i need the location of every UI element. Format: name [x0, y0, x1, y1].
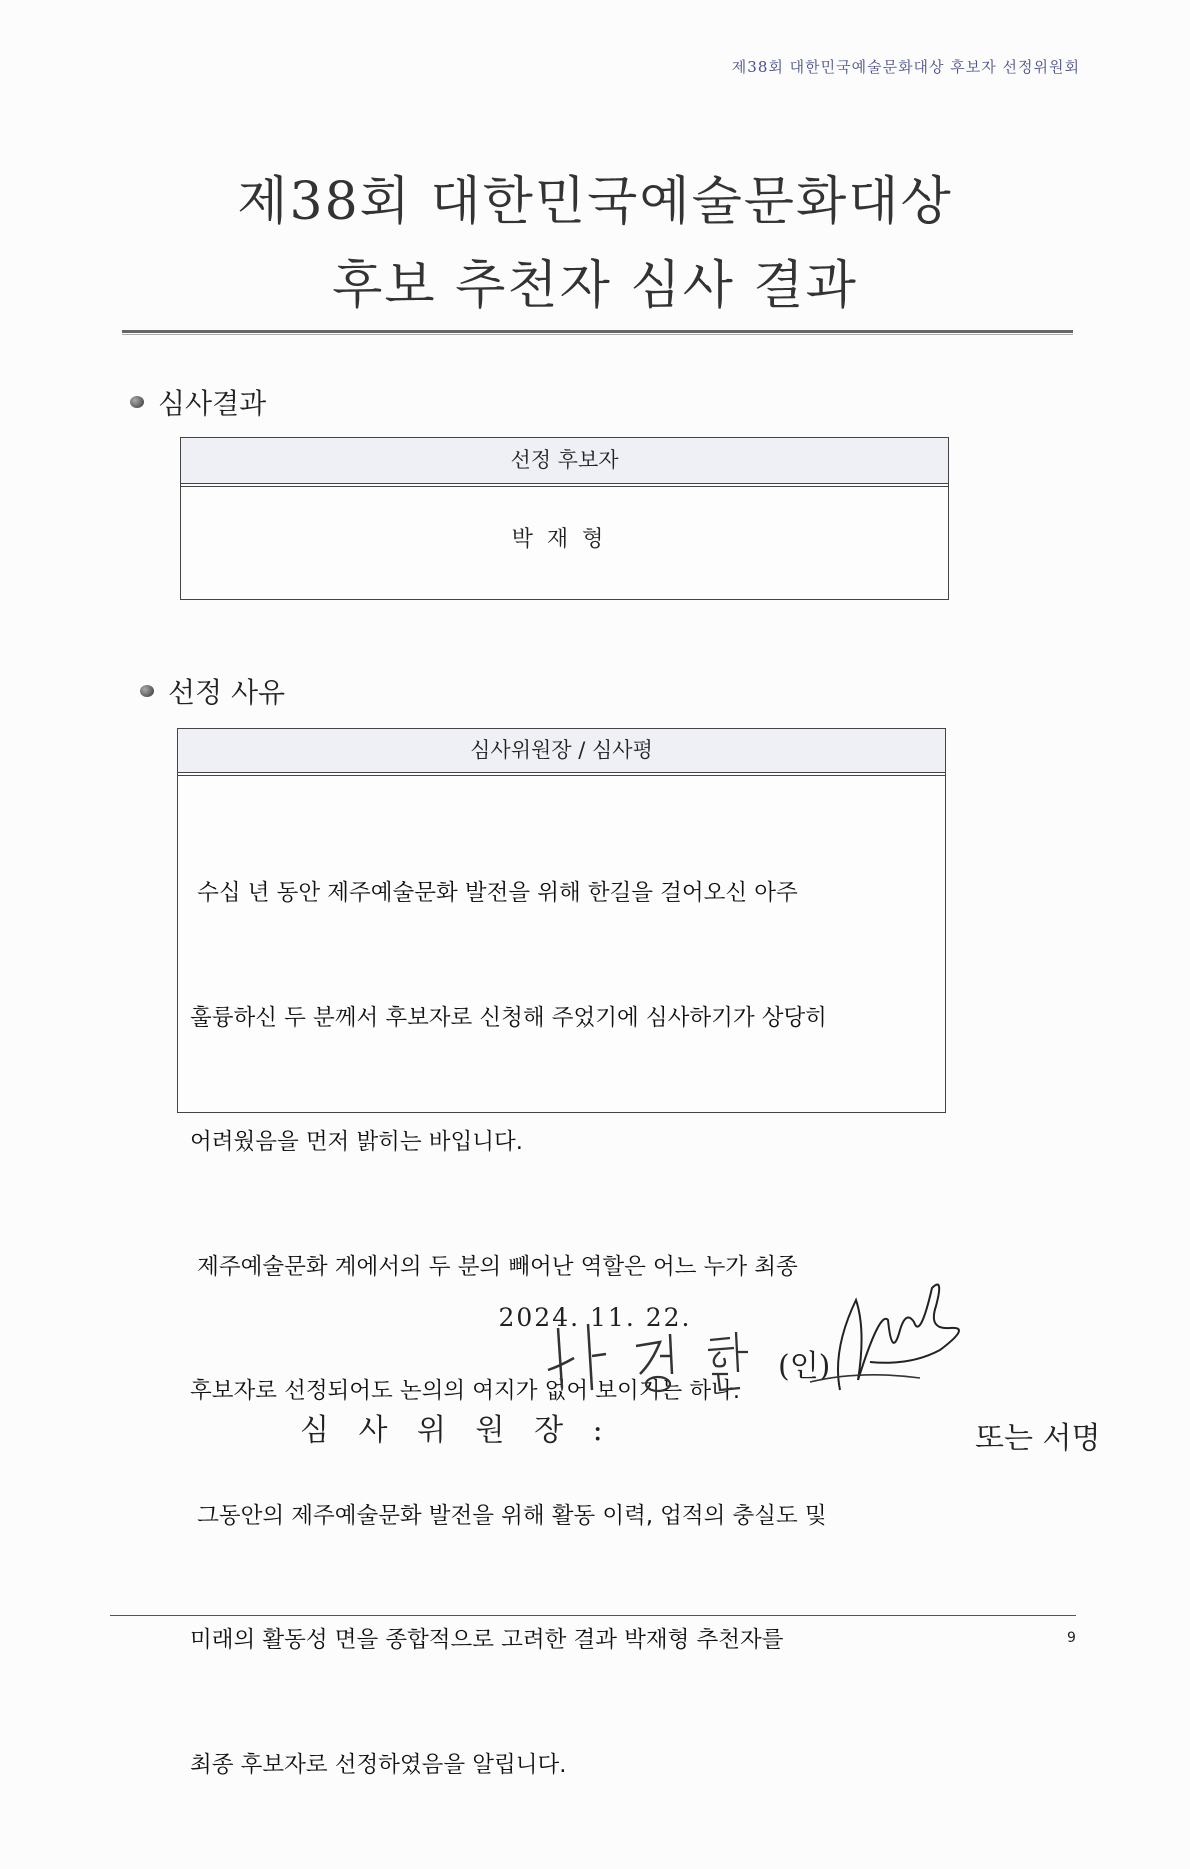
- reason-line: 훌륭하신 두 분께서 후보자로 신청해 주었기에 심사하기가 상당히: [190, 1004, 827, 1031]
- title-line-1: 제38회 대한민국예술문화대상: [237, 172, 953, 232]
- bullet-icon: [140, 685, 154, 697]
- result-table-header: 선정 후보자: [181, 438, 948, 483]
- result-header-divider: [181, 483, 948, 487]
- signature-note: 또는 서명: [975, 1421, 1101, 1456]
- handwritten-signature: [540, 1270, 980, 1410]
- signature-label: 심 사 위 원 장 :: [300, 1413, 613, 1448]
- footer-divider: [110, 1615, 1076, 1616]
- reason-table-header: 심사위원장 / 심사평: [178, 729, 945, 772]
- reason-line: 그동안의 제주예술문화 발전을 위해 활동 이력, 업적의 충실도 및: [190, 1502, 827, 1529]
- document-date: 2024. 11. 22.: [498, 1303, 692, 1332]
- document-title: [0, 160, 1190, 328]
- svg-text:(인): (인): [778, 1349, 831, 1384]
- reason-line: 후보자로 선정되어도 논의의 여지가 없어 보이기는 하나.: [190, 1378, 740, 1404]
- header-organization: 제38회 대한민국예술문화대상 후보자 선정위원회: [731, 58, 1080, 76]
- page-number: 9: [1067, 1630, 1076, 1646]
- bullet-icon: [130, 396, 144, 408]
- reason-line: 제주예술문화 계에서의 두 분의 빼어난 역할은 어느 누가 최종: [190, 1253, 798, 1280]
- reason-line: 수십 년 동안 제주예술문화 발전을 위해 한길을 걸어오신 아주: [190, 880, 798, 906]
- reason-line: 미래의 활동성 면을 종합적으로 고려한 결과 박재형 추천자를: [190, 1627, 784, 1653]
- reason-section-label: 선정 사유: [168, 676, 286, 709]
- result-section-label: 심사결과: [158, 387, 267, 420]
- result-table: [180, 437, 949, 600]
- reason-line: 최종 후보자로 선정하였음을 알립니다.: [190, 1751, 567, 1778]
- reason-section-heading: [140, 671, 285, 711]
- title-divider: [122, 330, 1073, 335]
- selected-candidate-name: 박재형: [511, 527, 618, 552]
- title-line-2: 후보 추천자 심사 결과: [332, 256, 858, 316]
- result-section-heading: [130, 382, 266, 422]
- reason-line: 어려웠음을 먼저 밝히는 바입니다.: [190, 1129, 523, 1155]
